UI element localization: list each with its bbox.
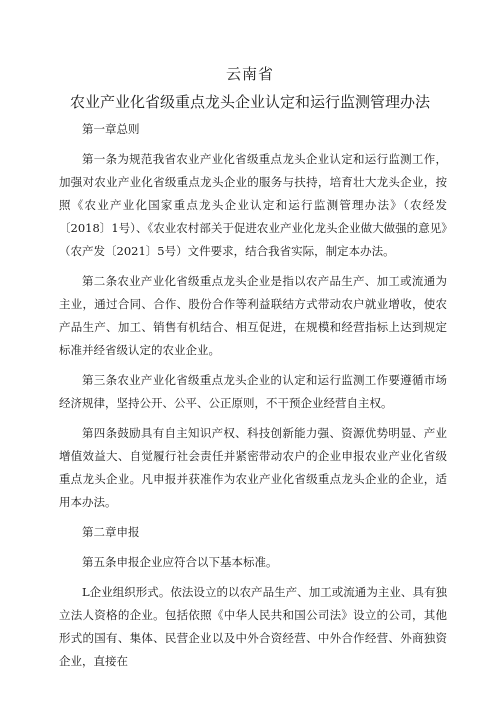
document-province: 云南省 xyxy=(225,65,274,83)
article-1-paragraph: 第一条为规范我省农业产业化省级重点龙头企业认定和运行监测工作，加强对农业产业化省级重点龙头企业的服务与扶持，培育壮大龙头企业，按照《农业产业化国家重点龙头企业认定和运行监测管理办法》（农经发〔2018〕1号）、《农业农村部关于促进农业产业化龙头企业做大做强的意见》（农产发〔2021〕5号）文件要求，结合我省实际，制定本办法。 xyxy=(59,152,447,258)
article-2-paragraph: 第二条农业产业化省级重点龙头企业是指以农产品生产、加工或流通为主业，通过合同、合作、股份合作等利益联结方式带动农户就业增收，使农产品生产、加工、销售有机结合、相互促进，在规模和经营指标上达到规定标准并经省级认定的农业企业。 xyxy=(59,274,447,357)
document-body xyxy=(59,118,447,680)
document-title: 农业产业化省级重点龙头企业认定和运行监测管理办法 xyxy=(69,93,430,111)
criteria-1-paragraph: L企业组织形式。依法设立的以农产品生产、加工或流通为主业、具有独立法人资格的企业。包括依照《中华人民共和国公司法》设立的公司，其他形式的国有、集体、民营企业以及中外合资经营、中外合作经营、外商独资企业，直接在 xyxy=(59,585,447,668)
chapter-heading-1: 第一章总则 xyxy=(82,122,140,136)
article-4-paragraph: 第四条鼓励具有自主知识产权、科技创新能力强、资源优势明显、产业增值效益大、自觉履行社会责任并紧密带动农户的企业申报农业产业化省级重点龙头企业。凡申报并获准作为农业产业化省级重点龙头企业的企业，适用本办法。 xyxy=(59,426,447,509)
article-5-paragraph: 第五条申报企业应符合以下基本标准。 xyxy=(82,555,278,569)
article-3-paragraph: 第三条农业产业化省级重点龙头企业的认定和运行监测工作要遵循市场经济规律，坚持公开、公平、公正原则，不干预企业经营自主权。 xyxy=(59,373,447,410)
chapter-heading-2: 第二章申报 xyxy=(82,525,140,539)
